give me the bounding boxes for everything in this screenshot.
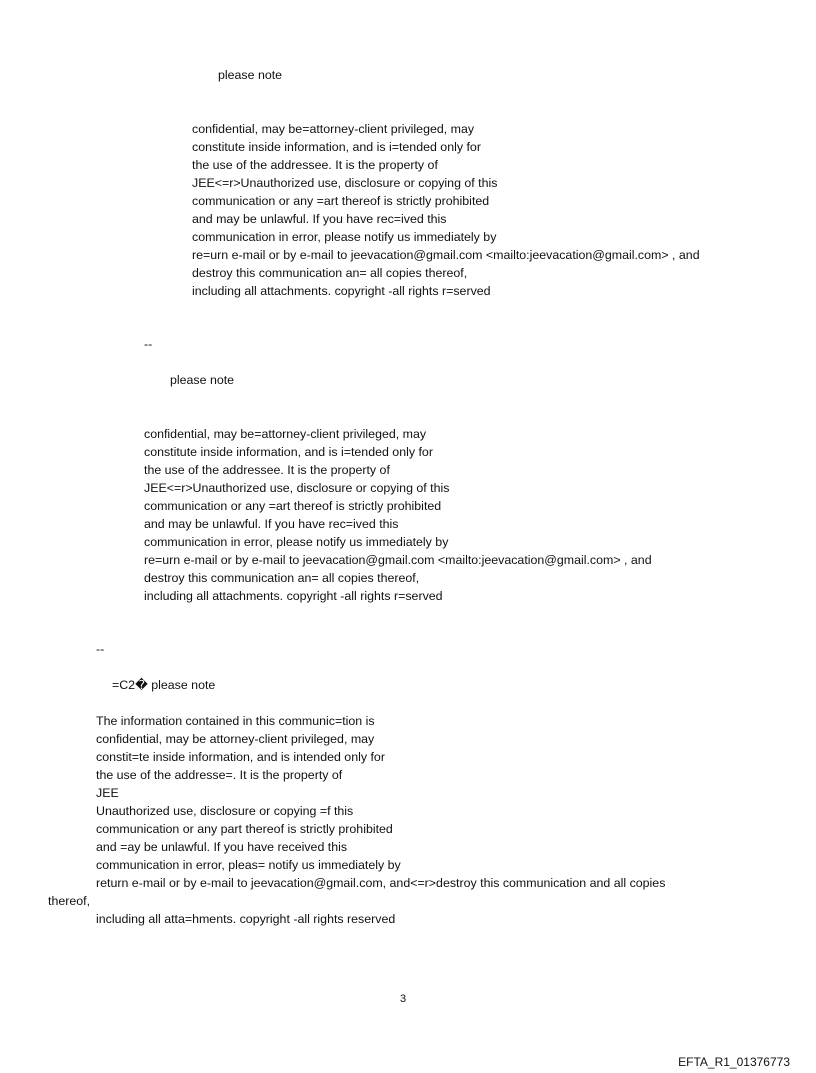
text-line: destroy this communication an= all copies thereof, bbox=[192, 266, 468, 280]
text-line: confidential, may be=attorney-client privileged, may bbox=[144, 427, 427, 441]
page-number: 3 bbox=[400, 993, 407, 1005]
text-line: re=urn e-mail or by e-mail to jeevacation@gmail.com <mailto:jeevacation@gmail.com> , and bbox=[144, 553, 652, 567]
text-line: communication in error, please notify us immediately by bbox=[144, 535, 449, 549]
text-line: and =ay be unlawful. If you have received this bbox=[96, 840, 348, 854]
text-line: destroy this communication an= all copies thereof, bbox=[144, 571, 420, 585]
text-line: including all attachments. copyright -all rights r=served bbox=[144, 589, 443, 603]
text-line: return e-mail or by e-mail to jeevacation@gmail.com, and<=r>destroy this communication and all copies bbox=[96, 876, 666, 890]
text-line: including all atta=hments. copyright -all rights reserved bbox=[96, 912, 396, 926]
text-line: confidential, may be=attorney-client privileged, may bbox=[192, 122, 475, 136]
text-line: JEE bbox=[96, 786, 119, 800]
text-line: the use of the addressee. It is the property of bbox=[192, 158, 438, 172]
text-line: constitute inside information, and is i=tended only for bbox=[192, 140, 481, 154]
text-line: The information contained in this communic=tion is bbox=[96, 714, 375, 728]
text-line: communication or any =art thereof is strictly prohibited bbox=[192, 194, 490, 208]
text-line: JEE<=r>Unauthorized use, disclosure or copying of this bbox=[192, 176, 498, 190]
text-line: communication in error, please notify us immediately by bbox=[192, 230, 497, 244]
text-line: Unauthorized use, disclosure or copying =f this bbox=[96, 804, 354, 818]
separator: -- bbox=[144, 337, 153, 351]
text-line: confidential, may be attorney-client privileged, may bbox=[96, 732, 375, 746]
section-heading: please note bbox=[218, 68, 283, 82]
text-line: the use of the addressee. It is the property of bbox=[144, 463, 390, 477]
text-line: communication or any =art thereof is strictly prohibited bbox=[144, 499, 442, 513]
text-line: constitute inside information, and is i=tended only for bbox=[144, 445, 433, 459]
text-line: JEE<=r>Unauthorized use, disclosure or copying of this bbox=[144, 481, 450, 495]
section-heading: please note bbox=[170, 373, 235, 387]
separator: -- bbox=[96, 642, 105, 656]
text-line: re=urn e-mail or by e-mail to jeevacation@gmail.com <mailto:jeevacation@gmail.com> , and bbox=[192, 248, 700, 262]
text-line-wrap: thereof, bbox=[48, 894, 91, 908]
document-id: EFTA_R1_01376773 bbox=[678, 1055, 790, 1069]
text-line: and may be unlawful. If you have rec=ived this bbox=[144, 517, 399, 531]
text-line: communication in error, pleas= notify us immediately by bbox=[96, 858, 401, 872]
text-line: the use of the addresse=. It is the property of bbox=[96, 768, 343, 782]
text-line: including all attachments. copyright -all rights r=served bbox=[192, 284, 491, 298]
section-heading: =C2� please note bbox=[112, 678, 216, 692]
text-line: constit=te inside information, and is intended only for bbox=[96, 750, 385, 764]
text-line: and may be unlawful. If you have rec=ived this bbox=[192, 212, 447, 226]
text-line: communication or any part thereof is strictly prohibited bbox=[96, 822, 393, 836]
